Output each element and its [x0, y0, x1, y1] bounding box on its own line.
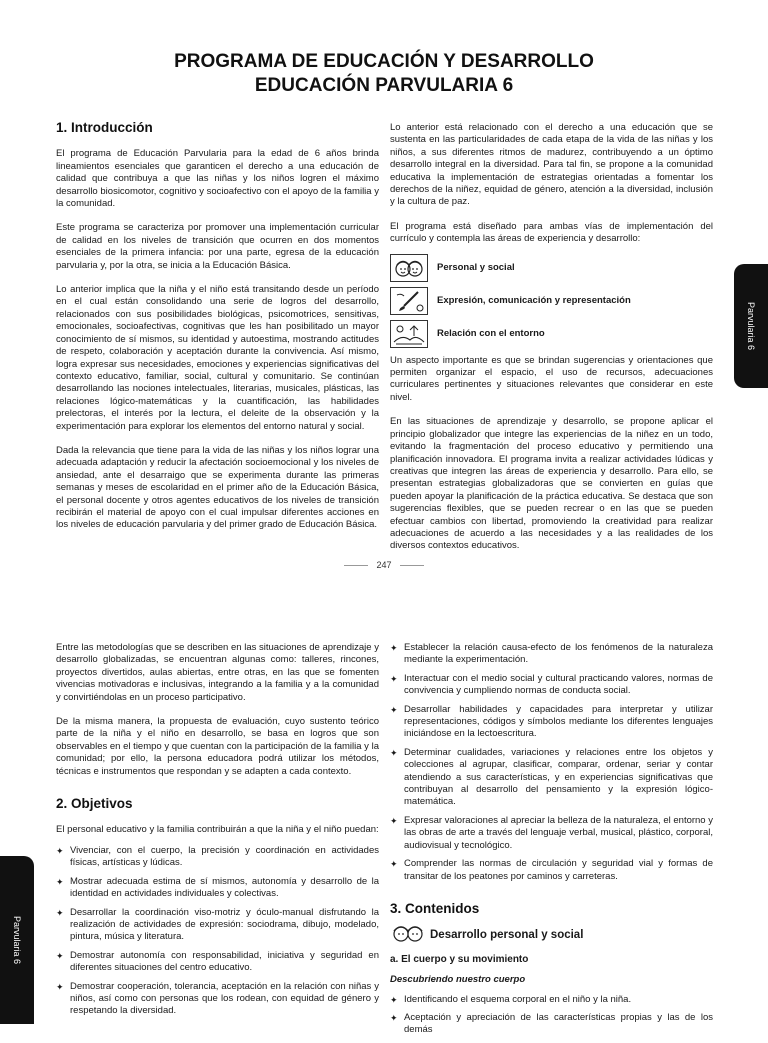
list-item: ✦ Mostrar adecuada estima de sí mismos, autonomía y desarrollo de la identidad en actividades individuales y colectivas. [56, 875, 379, 900]
section-heading-objetivos: 2. Objetivos [56, 796, 133, 812]
dev-area-heading [390, 923, 713, 947]
right-column [390, 642, 713, 1043]
title-line-2: EDUCACIÓN PARVULARIA 6 [254, 75, 514, 96]
side-tab-parvularia: Parvularia 6 [0, 856, 34, 1024]
list-item: ✦ Demostrar cooperación, tolerancia, aceptación en la relación con niñas y niños, así como con personas que los rodean, con equidad de género y respetando la diversidad. [56, 980, 379, 1017]
subsection-heading: a. El cuerpo y su movimiento [390, 953, 529, 965]
area-expresion [390, 285, 713, 318]
area-label: Personal y social [437, 261, 515, 273]
section-heading-introduccion: 1. Introducción [56, 120, 153, 135]
area-label: Expresión, comunicación y representación [437, 294, 631, 306]
left-column [56, 122, 379, 544]
paintbrush-icon [390, 287, 428, 315]
children-faces-icon [390, 923, 426, 947]
page-248 [0, 628, 768, 1036]
objectives-intro: El personal educativo y la familia contribuirán a que la niña y el niño puedan: [56, 824, 379, 836]
area-personal-social [390, 252, 713, 285]
left-column [56, 642, 379, 1024]
list-item: ✦ Expresar valoraciones al apreciar la belleza de la naturaleza, el entorno y las obras de arte a través del lenguaje verbal, musical, plástico, corporal, audiovisual y tecnológico. [390, 814, 713, 851]
list-item: ✦ Interactuar con el medio social y cultural practicando valores, normas de convivencia y cumpliendo normas de conducta social. [390, 672, 713, 697]
paragraph: El programa de Educación Parvularia para la edad de 6 años brinda lineamientos esenciales que garanticen el derecho a una educación de calidad que contribuya a que las niñas y los niños logren el máximo desarrollo biosicomotor, cognitivo y socioafectivo con el apoyo de la familia y la comunidad. [56, 148, 379, 210]
area-label: Relación con el entorno [437, 327, 545, 339]
paragraph: De la misma manera, la propuesta de evaluación, cuyo sustento teórico parte de la niña y el niño en desarrollo, se basa en logros que son observables en el tiempo y que cuentan con la participación de la familia y la comunidad; por ello, la persona educadora podrá utilizar los métodos, técnicas e instrumentos que respondan y se adapten a cada contexto. [56, 716, 379, 777]
paragraph: Lo anterior está relacionado con el derecho a una educación que se sustenta en las particularidades de cada etapa de la vida de las niñas y los niños, a sus diferentes ritmos de madurez, contribuyendo a un óptimo desarrollo integral en la diversidad. Para tal fin, se propone a la comunidad educativa la implementación de estrategias orientadas a fomentar los derechos de la niñez, equidad de género, atención a la diversidad, inclusión y la cultura de paz. [390, 122, 713, 208]
section-heading-contenidos: 3. Contenidos [390, 900, 480, 916]
paragraph: Dada la relevancia que tiene para la vida de las niñas y los niños lograr una adecuada adaptación y reducir la afectación socioemocional y los niveles de ansiedad, ante el desarraigo que se experimenta durante las primeras semanas y meses de escolaridad en el primer año de la Educación Básica, el personal docente y otros agentes educativos de los niveles de transición recibirán el material de apoyo con el cual impulsar diferentes acciones en los niveles de educación parvularia y del primer grado de Educación Básica. [56, 444, 379, 531]
objectives-list-left [56, 845, 379, 1018]
paragraph: Entre las metodologías que se describen en las situaciones de aprendizaje y desarrollo globalizadas, se encuentran algunas como: talleres, rincones, proyectos divertidos, aulas abiertas, entre otras, en las que se fomenten vivencias motivadoras e inclusivas, integrando a la familia y a la comunidad y convirtiéndolas en un proceso participativo. [56, 642, 379, 703]
list-item: ✦ Desarrollar habilidades y capacidades para interpretar y utilizar representaciones, códigos y símbolos mediante los diferentes lenguajes iniciándose en la lectoescritura. [390, 703, 713, 740]
objectives-list-right [390, 642, 713, 883]
page-number: 247 [0, 560, 768, 570]
dev-area-label: Desarrollo personal y social [430, 929, 584, 942]
side-tab-parvularia: Parvularia 6 [734, 264, 768, 388]
list-item: ✦ Identificando el esquema corporal en el niño y la niña. [390, 993, 632, 1005]
list-item: ✦ Demostrar autonomía con responsabilidad, iniciativa y seguridad en diferentes situaciones del centro educativo. [56, 949, 379, 974]
list-item: ✦ Aceptación y apreciación de las características propias y las de los demás [390, 1011, 713, 1036]
list-item: ✦ Establecer la relación causa-efecto de los fenómenos de la naturaleza mediante la experimentación. [390, 642, 713, 666]
children-faces-icon [390, 254, 428, 282]
area-entorno [390, 318, 713, 351]
list-item: ✦ Comprender las normas de circulación y seguridad vial y formas de transitar de los peatones por caminos y carreteras. [390, 858, 713, 882]
paragraph: El programa está diseñado para ambas vías de implementación del currículo y contempla las áreas de experiencia y desarrollo: [390, 220, 713, 245]
paragraph: Este programa se caracteriza por promover una implementación curricular de calidad en los niveles de transición que ocurren en dos momentos esenciales de la primera infancia: por una parte, egresa de la educación parvularia y, por la otra, se inicia a la Educación Básica. [56, 222, 379, 271]
title-line-1: PROGRAMA DE EDUCACIÓN Y DESARROLLO [174, 51, 594, 72]
topic-heading: Descubriendo nuestro cuerpo [390, 974, 526, 986]
content-list [390, 994, 713, 1037]
document-title [0, 50, 768, 98]
paragraph: Lo anterior implica que la niña y el niño está transitando desde un período en el cual están consolidando una serie de logros del desarrollo, relacionados con sus posibilidades biológicas, psicomotrices, sensitivas, emocionales, socioafectivas, cognitivas que les han posibilitado un mayor conocimiento de sí mismos, su identidad y autoestima, mostrando actitudes de respeto, colaboración y aceptación durante la convivencia. Así mismo, logra expresar sus necesidades, emociones y experiencias significativas del contexto educativo, familiar, social, cultural y comunitario. Se continúan desarrollando las nociones intelectuales, literarias, musicales, plásticas, las relaciones lógico-matemáticas y la cuantificación, las habilidades prelectoras, el interés por la lectura, el deleite de la observación y la experimentación para explorar los elementos del entorno natural y social. [56, 284, 379, 432]
nature-scene-icon [390, 320, 428, 348]
list-item: ✦ Vivenciar, con el cuerpo, la precisión y coordinación en actividades físicas, artísticas y lúdicas. [56, 844, 379, 869]
right-column [390, 122, 713, 565]
list-item: ✦ Determinar cualidades, variaciones y relaciones entre los objetos y colecciones al agrupar, clasificar, comparar, ordenar, seriar y contar atendiendo a sus características, y en experiencias significativas que contribuyan al desarrollo del pensamiento y la expresión lógico-matemática. [390, 746, 713, 808]
paragraph: En las situaciones de aprendizaje y desarrollo, se propone aplicar el principio globalizador que integre las experiencias de la niñez en un todo, evitando la fragmentación del proceso educativo y permitiendo una planificación innovadora. El programa invita a realizar actividades lúdicas y creativas que integren las áreas de experiencia y desarrollo. Para ello, se presentan estrategias globalizadoras que se convierten en guías que pueden apoyar la planificación de la práctica educativa. Se destaca que son sugerencias flexibles, que se pueden recrear o en las que se pueden efectuar cambios con libertad, promoviendo la creatividad para realizar adecuaciones de acuerdo a las necesidades y a las realidades de los diversos contextos educativos. [390, 416, 713, 552]
list-item: ✦ Desarrollar la coordinación viso-motriz y óculo-manual disfrutando la realización de actividades de expresión: sociodrama, dibujo, modelado, pintura, música y literatura. [56, 906, 379, 943]
paragraph: Un aspecto importante es que se brindan sugerencias y orientaciones que permiten organizar el espacio, el uso de recursos, adecuaciones curriculares pertinentes y situaciones relevantes que considerar en este nivel. [390, 354, 713, 403]
